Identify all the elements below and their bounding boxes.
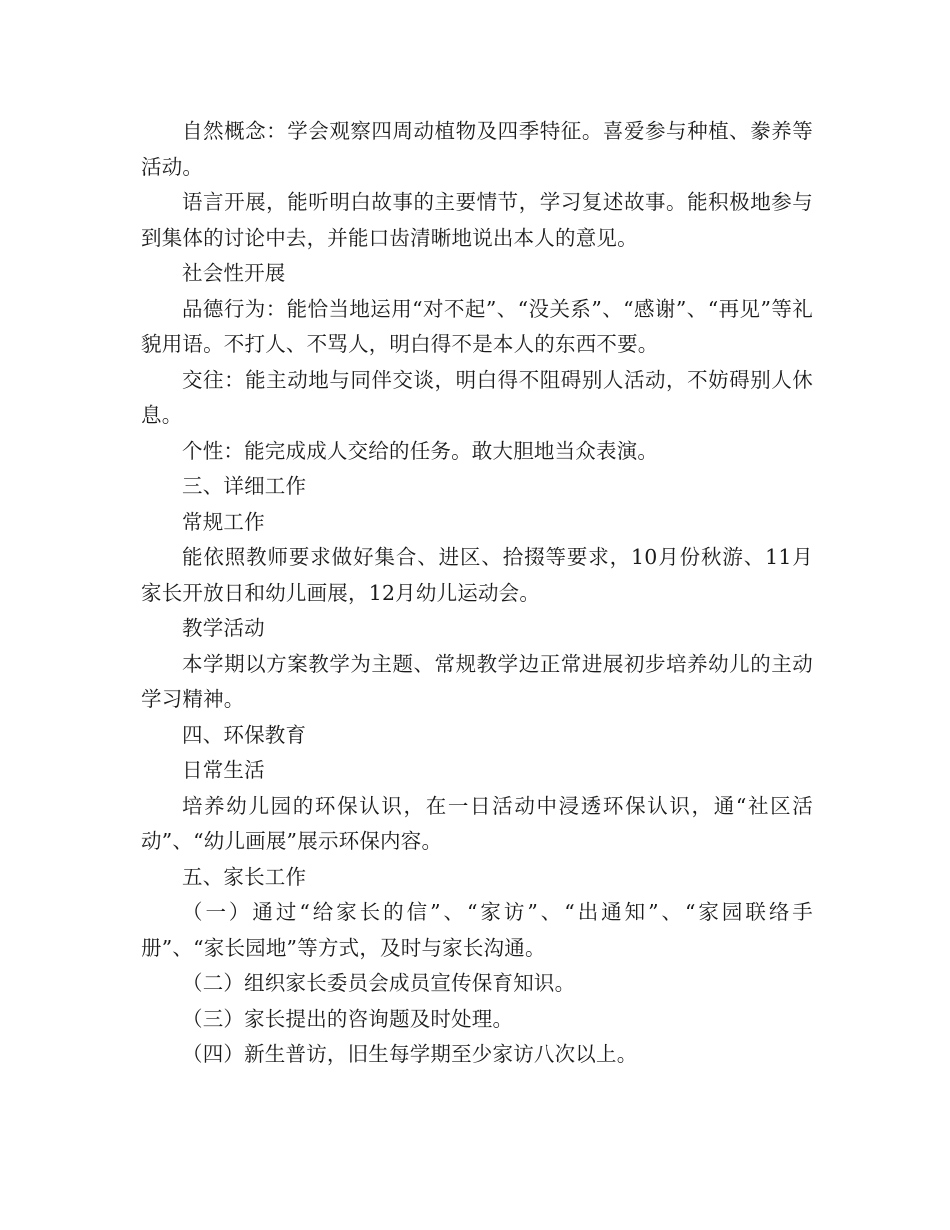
- heading-section-five: 五、家长工作: [182, 864, 307, 889]
- paragraph-personality: 个性：能完成成人交给的任务。敢大胆地当众表演。: [182, 438, 659, 463]
- paragraph-parent-item-1: （一）通过“给家长的信”、“家访”、“出通知”、“家园联络手册”、“家长园地”等方式，及时与家长沟通。: [141, 900, 813, 960]
- paragraph-teaching-activities: 本学期以方案教学为主题、常规教学边正常进展初步培养幼儿的主动学习精神。: [141, 651, 813, 711]
- heading-teaching-activities: 教学活动: [182, 616, 265, 640]
- document-body: [141, 114, 813, 1073]
- paragraph-nature-concept: 自然概念：学会观察四周动植物及四季特征。喜爱参与种植、豢养等活动。: [141, 119, 813, 179]
- paragraph-parent-item-4: （四）新生普访，旧生每学期至少家访八次以上。: [182, 1042, 638, 1066]
- heading-social-development: 社会性开展: [182, 261, 286, 285]
- heading-section-four: 四、环保教育: [182, 722, 307, 747]
- paragraph-parent-item-2: （二）组织家长委员会成员宣传保育知识。: [182, 971, 576, 995]
- paragraph-moral-behavior: 品德行为：能恰当地运用“对不起”、“没关系”、“感谢”、“再见”等礼貌用语。不打人、不骂人，明白得不是本人的东西不要。: [141, 296, 813, 356]
- paragraph-language: 语言开展，能听明白故事的主要情节，学习复述故事。能积极地参与到集体的讨论中去，并能口齿清晰地说出本人的意见。: [141, 190, 813, 250]
- paragraph-parent-item-3: （三）家长提出的咨询题及时处理。: [182, 1006, 514, 1031]
- heading-section-three: 三、详细工作: [182, 474, 307, 498]
- heading-routine-work: 常规工作: [182, 509, 265, 534]
- heading-daily-life: 日常生活: [182, 758, 265, 782]
- paragraph-routine-work: 能依照教师要求做好集合、进区、拾掇等要求，10月份秋游、11月家长开放日和幼儿画展，12月幼儿运动会。: [141, 545, 813, 605]
- paragraph-daily-life: 培养幼儿园的环保认识，在一日活动中浸透环保认识，通“社区活动”、“幼儿画展”展示环保内容。: [141, 793, 813, 853]
- paragraph-communication: 交往：能主动地与同伴交谈，明白得不阻碍别人活动，不妨碍别人休息。: [141, 367, 813, 427]
